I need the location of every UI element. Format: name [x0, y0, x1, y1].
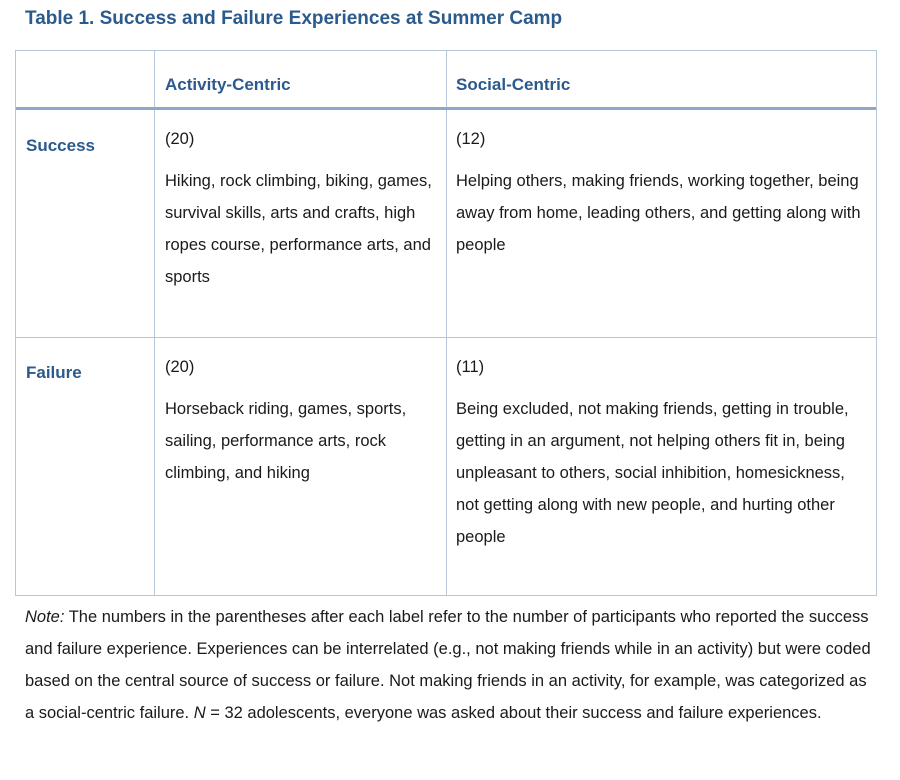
table-cell-failure-activity — [165, 351, 437, 489]
column-header-activity-centric: Activity-Centric — [165, 75, 291, 94]
experience-table — [15, 50, 877, 596]
row-header-success: Success — [26, 136, 95, 155]
participant-count: (12) — [456, 130, 486, 148]
participant-count: (11) — [456, 358, 485, 376]
experience-list: Hiking, rock climbing, biking, games, survival skills, arts and crafts, high ropes course, performance arts, and sports — [165, 172, 432, 286]
table-cell-success-social — [456, 123, 871, 261]
table-cell-success-activity — [165, 123, 437, 293]
column-divider — [446, 51, 447, 595]
note-label: Note: — [25, 608, 65, 626]
table-cell-failure-social — [456, 351, 871, 553]
column-divider — [154, 51, 155, 595]
row-header-failure: Failure — [26, 363, 82, 382]
experience-list: Helping others, making friends, working together, being away from home, leading others, and getting along with people — [456, 172, 861, 254]
participant-count: (20) — [165, 130, 195, 148]
note-text-end: = 32 adolescents, everyone was asked about their success and failure experiences. — [205, 704, 822, 722]
experience-list: Horseback riding, games, sports, sailing, performance arts, rock climbing, and hiking — [165, 400, 407, 482]
participant-count: (20) — [165, 358, 195, 376]
sample-size-symbol: N — [193, 704, 206, 722]
table-note — [25, 601, 880, 729]
column-header-social-centric: Social-Centric — [456, 75, 571, 94]
experience-list: Being excluded, not making friends, getting in trouble, getting in an argument, not helping others fit in, being unpleasant to others, social inhibition, homesickness, not getting along with new people, and hurting other people — [456, 400, 849, 546]
header-rule — [16, 107, 876, 110]
row-divider — [16, 337, 876, 338]
table-title: Table 1. Success and Failure Experiences at Summer Camp — [25, 8, 563, 29]
note-text: The numbers in the parentheses after each label refer to the number of participants who reported the success and failure experience. Experiences can be interrelated (e.g., not making friends while in an activity) but were coded based on the central source of success or failure. Not making friends in an activity, for example, was categorized as a social-centric failure. — [25, 608, 871, 722]
